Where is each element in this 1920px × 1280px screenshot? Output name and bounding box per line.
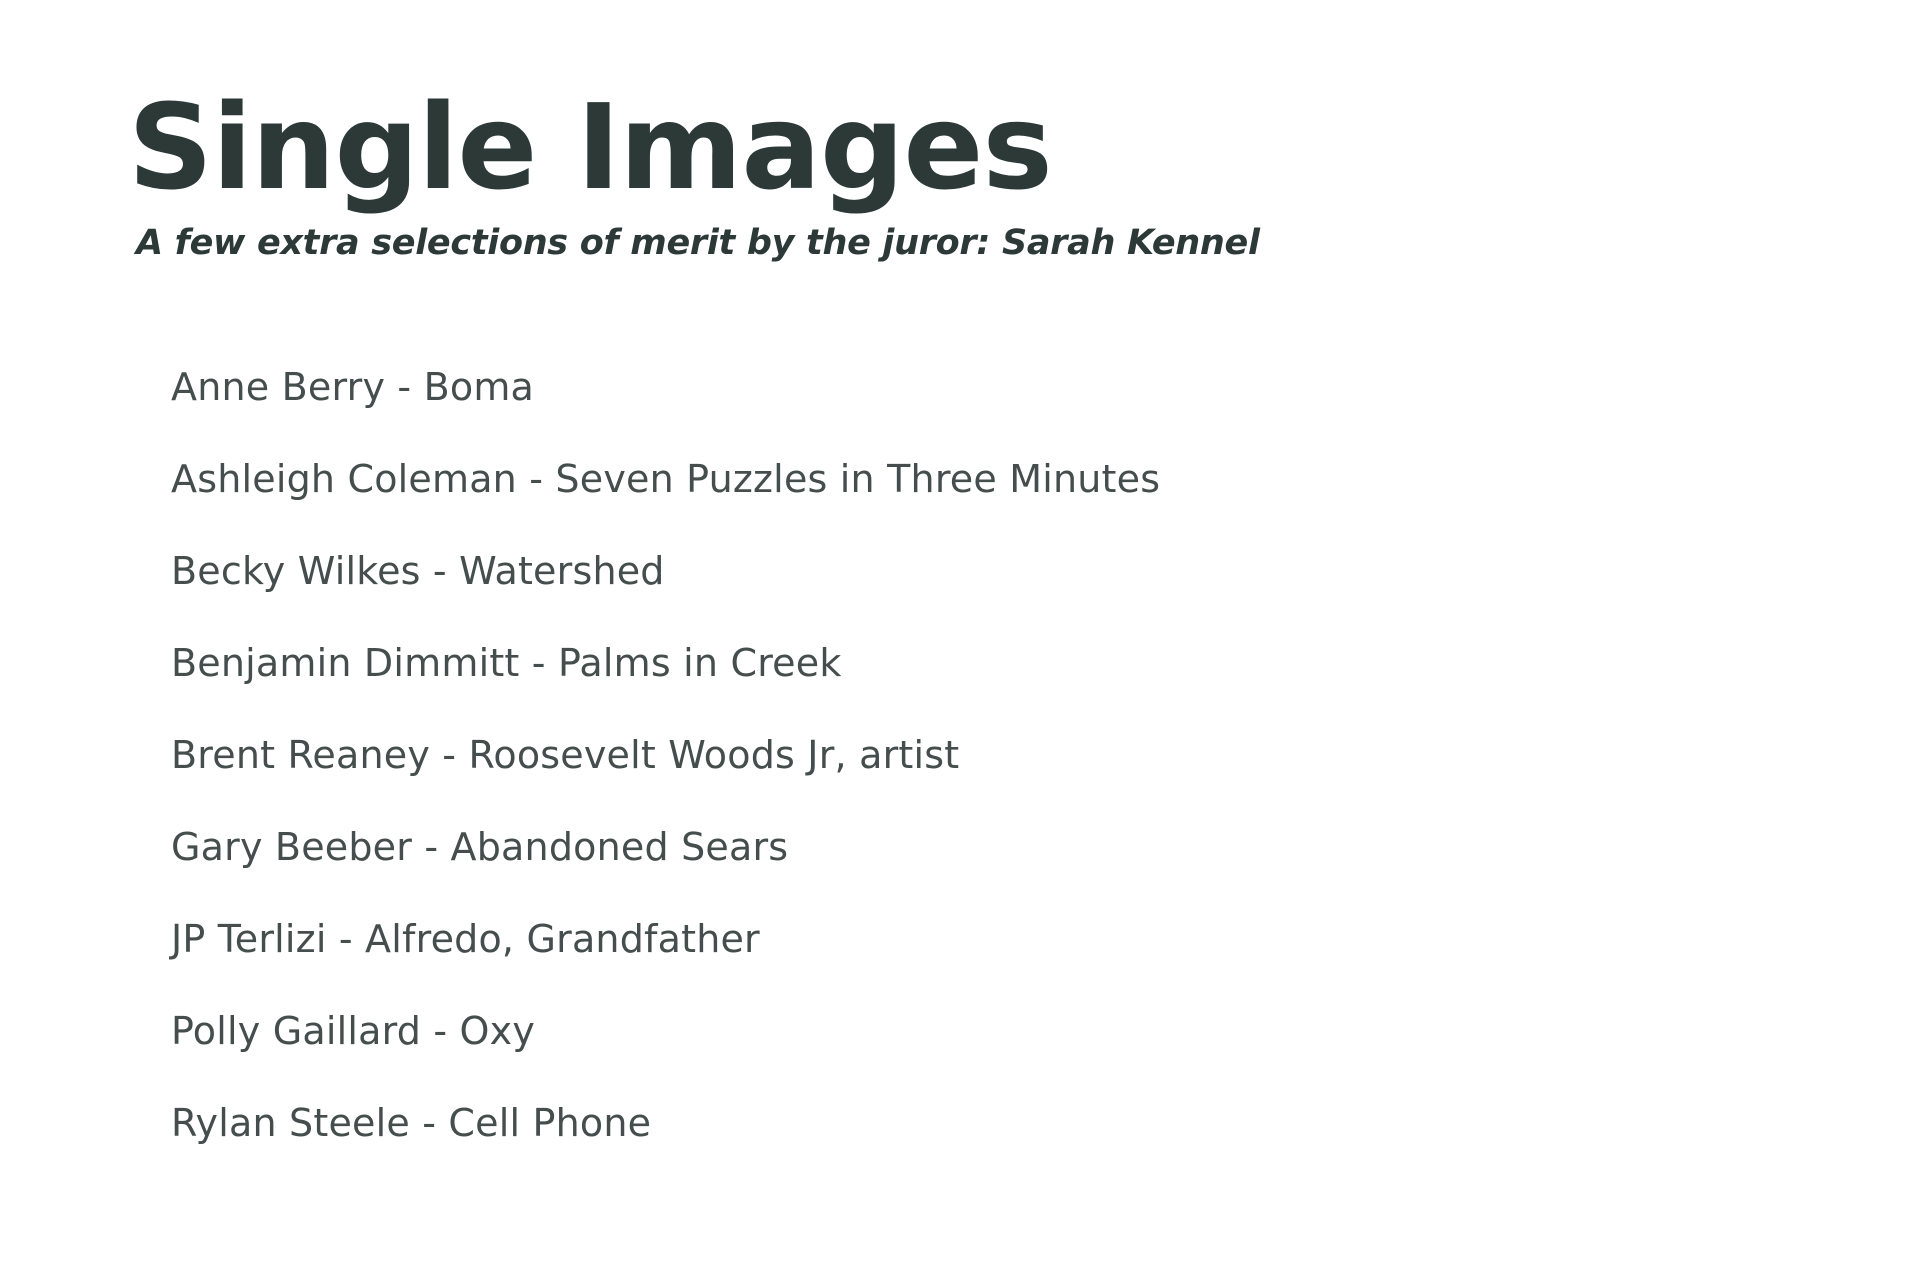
list-item: Rylan Steele - Cell Phone — [171, 1101, 652, 1145]
list-item: Ashleigh Coleman - Seven Puzzles in Three Minutes — [171, 457, 1161, 501]
list-item: Polly Gaillard - Oxy — [171, 1009, 536, 1053]
list-item: Anne Berry - Boma — [171, 365, 535, 409]
selections-list — [171, 341, 1160, 1169]
list-item: Benjamin Dimmitt - Palms in Creek — [171, 641, 842, 685]
list-item: Becky Wilkes - Watershed — [171, 549, 665, 593]
page-title: Single Images — [128, 78, 1052, 216]
list-item: Gary Beeber - Abandoned Sears — [171, 825, 789, 869]
list-item: JP Terlizi - Alfredo, Grandfather — [171, 917, 760, 961]
page-subtitle: A few extra selections of merit by the juror: Sarah Kennel — [136, 223, 1260, 263]
list-item: Brent Reaney - Roosevelt Woods Jr, artist — [171, 733, 960, 777]
